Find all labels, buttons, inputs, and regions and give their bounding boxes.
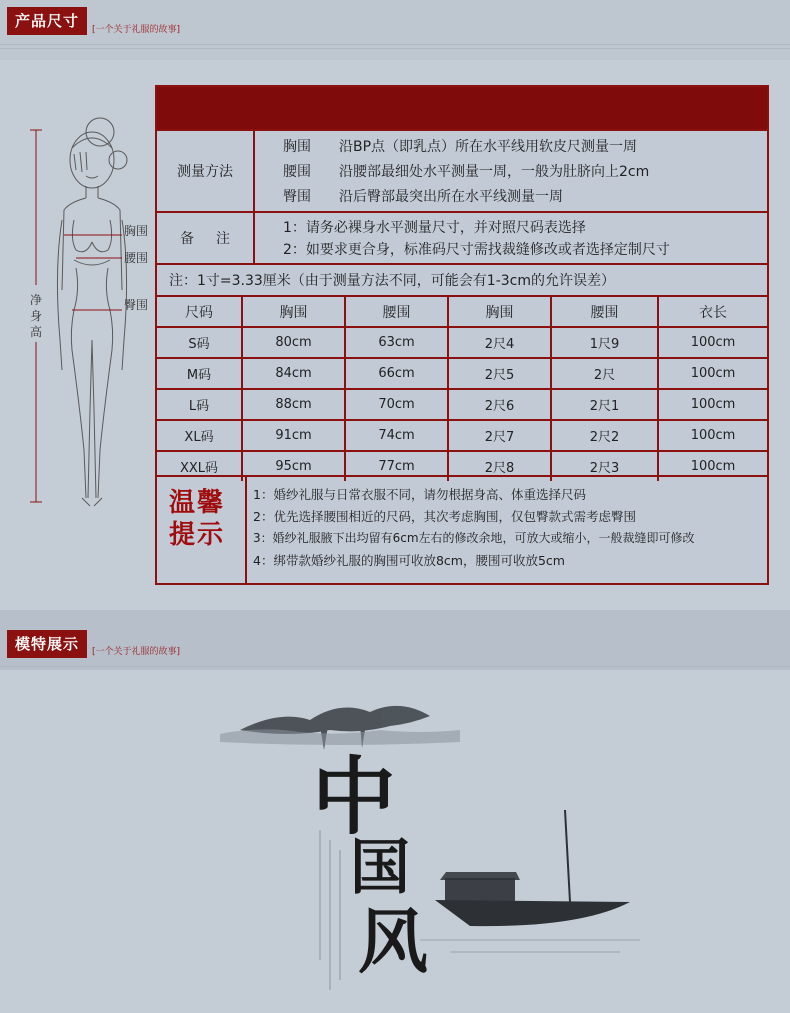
size-cell: 63cm	[345, 327, 448, 358]
size-cell: 84cm	[242, 358, 345, 389]
note-line: 1：请务必裸身水平测量尺寸，并对照尺码表选择	[283, 220, 586, 236]
table-row	[157, 389, 767, 420]
tip-item: 2：优先选择腰围相近的尺码，其次考虑胸围，仅包臀款式需考虑臀围	[253, 509, 636, 524]
size-section-title: 产品尺寸	[7, 7, 87, 35]
figure-waist-label: 腰围	[124, 251, 149, 265]
woman-figure-illustration	[0, 110, 160, 520]
conversion-note: 注：1寸=3.33厘米（由于测量方法不同，可能会有1-3cm的允许误差）	[169, 273, 616, 289]
size-cell: XL码	[157, 420, 242, 451]
size-cell: 100cm	[658, 358, 767, 389]
size-cell: 74cm	[345, 420, 448, 451]
notes-title: 备注	[180, 231, 252, 247]
size-cell: 95cm	[242, 451, 345, 481]
size-cell: 100cm	[658, 420, 767, 451]
size-cell: 2尺	[551, 358, 658, 389]
size-section-subtitle: [一个关于礼服的故事]	[92, 25, 181, 35]
size-table-header	[157, 297, 767, 327]
row-divider	[253, 213, 255, 263]
size-table-header-cell: 胸围	[242, 297, 345, 327]
size-table-header-cell: 胸围	[448, 297, 551, 327]
size-cell: 2尺6	[448, 389, 551, 420]
measure-item-key: 胸围	[283, 139, 311, 155]
tip-item: 4：绑带款婚纱礼服的胸围可收放8cm，腰围可收放5cm	[253, 553, 565, 568]
size-cell: 91cm	[242, 420, 345, 451]
size-table-row	[157, 295, 767, 475]
size-table-header-cell: 衣长	[699, 304, 727, 321]
size-cell: 70cm	[345, 389, 448, 420]
measure-method-list	[255, 131, 767, 211]
size-cell: 80cm	[242, 327, 345, 358]
measure-item-key: 臀围	[283, 189, 311, 205]
size-cell: M码	[157, 358, 242, 389]
figure-hip-label: 臀围	[124, 298, 149, 312]
measure-item	[255, 135, 767, 159]
model-section-header	[0, 610, 790, 670]
tips-list	[247, 477, 767, 583]
size-cell: 2尺1	[551, 389, 658, 420]
size-cell: 1尺9	[551, 327, 658, 358]
conversion-note-row	[157, 263, 767, 295]
size-cell: 77cm	[345, 451, 448, 481]
tips-row	[157, 475, 767, 583]
size-table	[157, 297, 767, 481]
measure-item-key: 腰围	[283, 164, 311, 180]
notes-row	[157, 211, 767, 263]
header-rule	[0, 44, 790, 45]
model-section-subtitle: [一个关于礼服的故事]	[92, 647, 181, 657]
size-cell: 100cm	[658, 451, 767, 481]
measure-method-title: 测量方法	[177, 164, 233, 180]
ink-landscape-illustration	[220, 690, 660, 1000]
calligraphy-char: 国	[350, 833, 410, 903]
size-cell: 2尺7	[448, 420, 551, 451]
size-cell: L码	[157, 389, 242, 420]
size-cell: 2尺2	[551, 420, 658, 451]
size-chart-card	[155, 85, 769, 585]
measure-item	[255, 160, 767, 184]
size-table-header-cell: 尺码	[157, 297, 242, 327]
size-cell: 100cm	[658, 327, 767, 358]
size-cell: 2尺5	[448, 358, 551, 389]
figure-height-label: 净身高	[29, 293, 42, 339]
size-cell: 2尺8	[448, 451, 551, 481]
tip-item: 3：婚纱礼服腋下出均留有6cm左右的修改余地，可放大或缩小，一般裁缝即可修改	[253, 531, 695, 545]
table-row	[157, 420, 767, 451]
measure-item-desc: 沿腰部最细处水平测量一周，一般为肚脐向上2cm	[339, 164, 650, 180]
size-cell: 2尺4	[448, 327, 551, 358]
chinese-style-artwork	[220, 690, 660, 1000]
tips-title: 温馨提示	[169, 488, 226, 550]
calligraphy-char: 中	[312, 747, 397, 846]
size-cell: S码	[157, 327, 242, 358]
size-section-header	[0, 0, 790, 60]
size-table-header-cell: 腰围	[345, 297, 448, 327]
measure-method-row	[157, 129, 767, 211]
tip-item: 1：婚纱礼服与日常衣服不同，请勿根据身高、体重选择尺码	[253, 487, 586, 502]
note-line: 2：如要求更合身，标准码尺寸需找裁缝修改或者选择定制尺寸	[283, 242, 670, 258]
measure-item	[255, 185, 767, 209]
size-table-header-cell: 腰围	[551, 297, 658, 327]
measure-item-desc: 沿BP点（即乳点）所在水平线用软皮尺测量一周	[339, 139, 638, 155]
measure-item-desc: 沿后臀部最突出所在水平线测量一周	[339, 189, 563, 205]
size-cell: 100cm	[658, 389, 767, 420]
header-rule	[0, 48, 790, 49]
figure-bust-label: 胸围	[124, 224, 149, 238]
table-row	[157, 358, 767, 389]
model-section-title: 模特展示	[7, 630, 87, 658]
size-cell: XXL码	[157, 451, 242, 481]
size-cell: 2尺3	[551, 451, 658, 481]
body-figure	[0, 110, 160, 520]
size-chart-header-band	[157, 87, 767, 129]
header-rule	[0, 666, 790, 667]
table-row	[157, 327, 767, 358]
calligraphy-char: 风	[358, 900, 428, 983]
size-cell: 66cm	[345, 358, 448, 389]
size-cell: 88cm	[242, 389, 345, 420]
